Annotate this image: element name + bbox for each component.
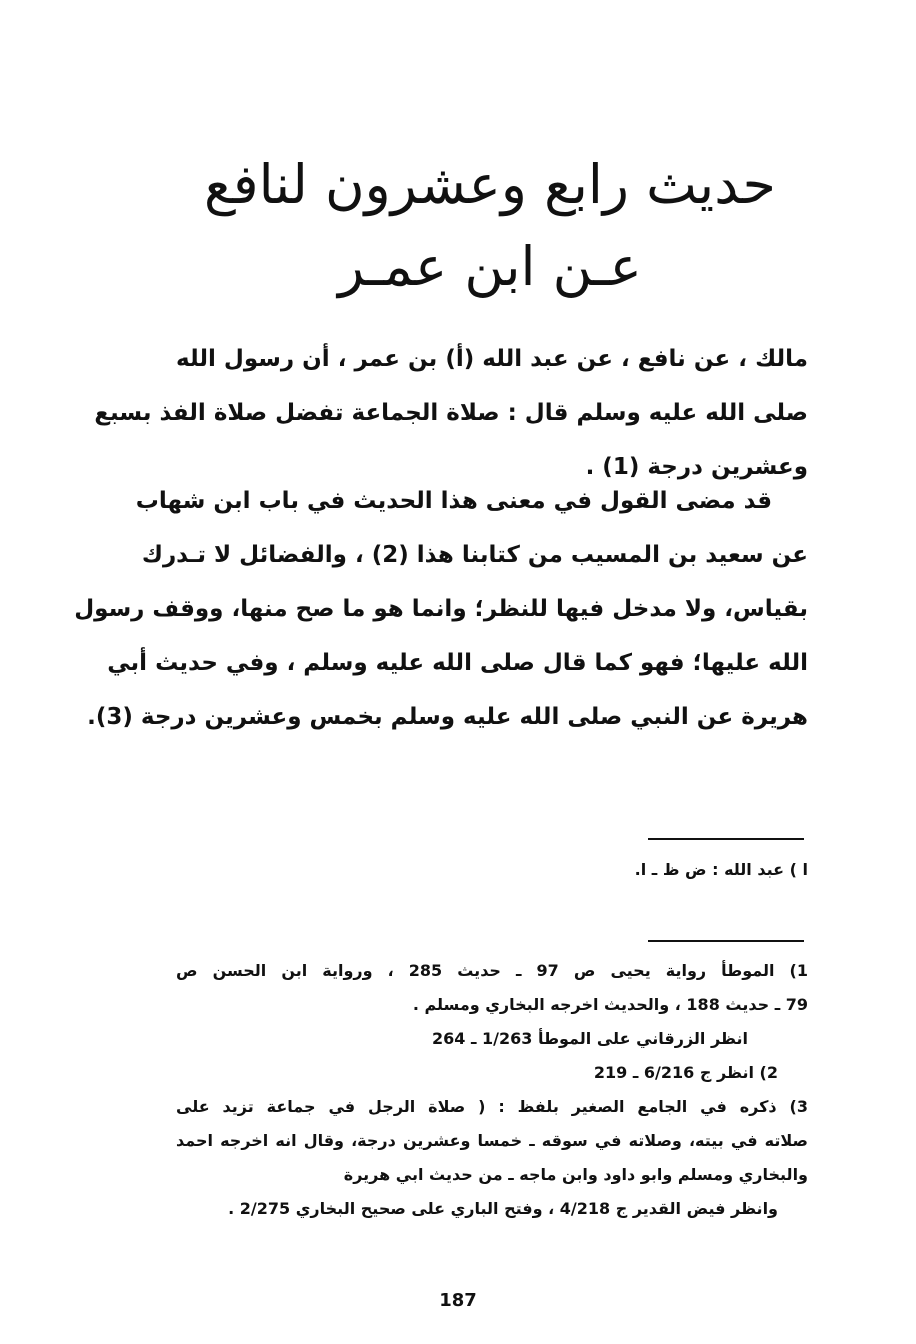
text-line: صلى الله عليه وسلم قال : صلاة الجماعة تفضل صلاة الفذ بسبع — [94, 400, 808, 426]
footnote-line: 3) ذكره في الجامع الصغير بلفظ : ( صلاة الرجل في جماعة تزيد على — [176, 1097, 808, 1116]
text-line: قد مضى القول في معنى هذا الحديث في باب ابن شهاب — [135, 488, 772, 514]
text-line: بقياس، ولا مدخل فيها للنظر؛ وانما هو ما صح منها، ووقف رسول — [74, 596, 808, 622]
text-line: مالك ، عن نافع ، عن عبد الله (أ) بن عمر ، أن رسول الله — [176, 346, 808, 372]
footnote-line: 2) انظر ج 6/216 ـ 219 — [593, 1063, 778, 1082]
text-line: الله عليها؛ فهو كما قال صلى الله عليه وسلم ، وفي حديث أبي — [107, 650, 808, 676]
footnote-line: صلاته في بيته، وصلاته في سوقه ـ خمسا وعشرين درجة، وقال انه اخرجه احمد — [176, 1131, 808, 1150]
hadith-text-paragraph — [94, 332, 808, 494]
footnote-line: 1) الموطأ رواية يحيى ص 97 ـ حديث 285 ، ورواية ابن الحسن ص — [176, 961, 809, 980]
chapter-title-line-1: حديث رابع وعشرون لنافع — [204, 153, 776, 216]
footnote-line: 79 ـ حديث 188 ، والحديث اخرجه البخاري ومسلم . — [412, 995, 808, 1014]
footnote-divider — [648, 838, 804, 840]
chapter-title-line-2: عـن ابن عمـر — [338, 235, 642, 298]
variant-footnote: ا ) عبد الله : ض ظ ـ ا. — [634, 860, 808, 879]
text-line: وعشرين درجة (1) . — [585, 454, 808, 480]
commentary-paragraph — [74, 474, 808, 744]
footnote-line: انظر الزرقاني على الموطأ 1/263 ـ 264 — [431, 1029, 748, 1048]
footnotes-block — [176, 954, 808, 1226]
footnote-line: وانظر فيض القدير ج 4/218 ، وفتح الباري على صحيح البخاري 2/275 . — [228, 1199, 778, 1218]
text-line: هريرة عن النبي صلى الله عليه وسلم بخمس وعشرين درجة (3). — [87, 704, 808, 730]
page-number: 187 — [439, 1290, 477, 1311]
footnote-line: والبخاري ومسلم وابو داود وابن ماجه ـ من حديث ابي هريرة — [343, 1165, 808, 1184]
footnote-divider — [648, 940, 804, 942]
text-line: عن سعيد بن المسيب من كتابنا هذا (2) ، والفضائل لا تـدرك — [141, 542, 808, 568]
